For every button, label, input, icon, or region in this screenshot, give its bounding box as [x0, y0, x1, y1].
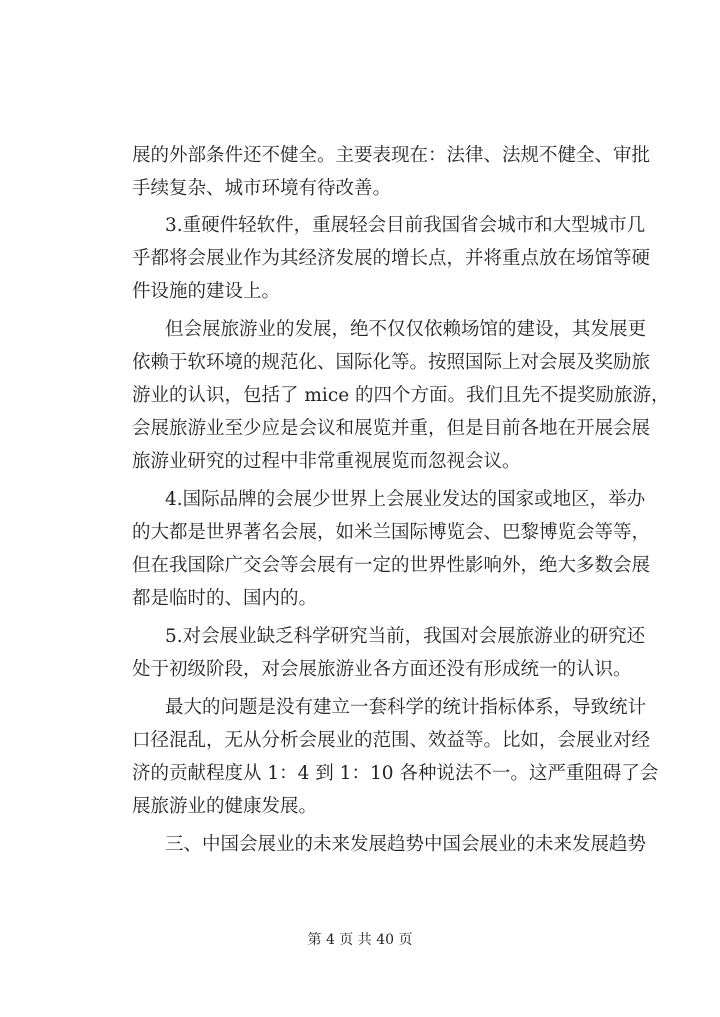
text-line: 都是临时的、国内的。 — [132, 588, 318, 609]
text-line: 会展旅游业至少应是会议和展览并重，但是目前各地在开展会展 — [132, 418, 651, 439]
text-line: 展的外部条件还不健全。主要表现在：法律、法规不健全、审批 — [132, 145, 651, 166]
text-line: 3.重硬件轻软件，重展轻会目前我国省会城市和大型城市几 — [165, 215, 646, 236]
text-line: 4.国际品牌的会展少世界上会展业发达的国家或地区，举办 — [165, 489, 646, 510]
text-line: 但会展旅游业的发展，绝不仅仅依赖场馆的建设，其发展更 — [165, 319, 647, 340]
text-line: 游业的认识，包括了 mice 的四个方面。我们且先不提奖励旅游， — [132, 385, 670, 406]
text-line: 手续复杂、城市环境有待改善。 — [132, 178, 392, 199]
text-line: 的大都是世界著名会展，如米兰国际博览会、巴黎博览会等等， — [132, 522, 651, 543]
text-line: 5.对会展业缺乏科学研究当前，我国对会展旅游业的研究还 — [165, 626, 646, 647]
text-line: 但在我国除广交会等会展有一定的世界性影响外，绝大多数会展 — [132, 555, 651, 576]
section-heading: 三、中国会展业的未来发展趋势中国会展业的未来发展趋势 — [165, 834, 647, 855]
text-line: 处于初级阶段，对会展旅游业各方面还没有形成统一的认识。 — [132, 659, 632, 680]
text-line: 济的贡献程度从 1：4 到 1：10 各种说法不一。这严重阻碍了会 — [132, 763, 659, 784]
text-line: 最大的问题是没有建立一套科学的统计指标体系，导致统计 — [165, 697, 647, 718]
text-line: 件设施的建设上。 — [132, 281, 281, 302]
text-line: 展旅游业的健康发展。 — [132, 796, 318, 817]
text-line: 口径混乱，无从分析会展业的范围、效益等。比如，会展业对经 — [132, 730, 651, 751]
text-line: 旅游业研究的过程中非常重视展览而忽视会议。 — [132, 451, 521, 472]
page-footer: 第 4 页 共 40 页 — [307, 932, 413, 948]
text-line: 依赖于软环境的规范化、国际化等。按照国际上对会展及奖励旅 — [132, 352, 651, 373]
text-line: 乎都将会展业作为其经济发展的增长点，并将重点放在场馆等硬 — [132, 248, 651, 269]
